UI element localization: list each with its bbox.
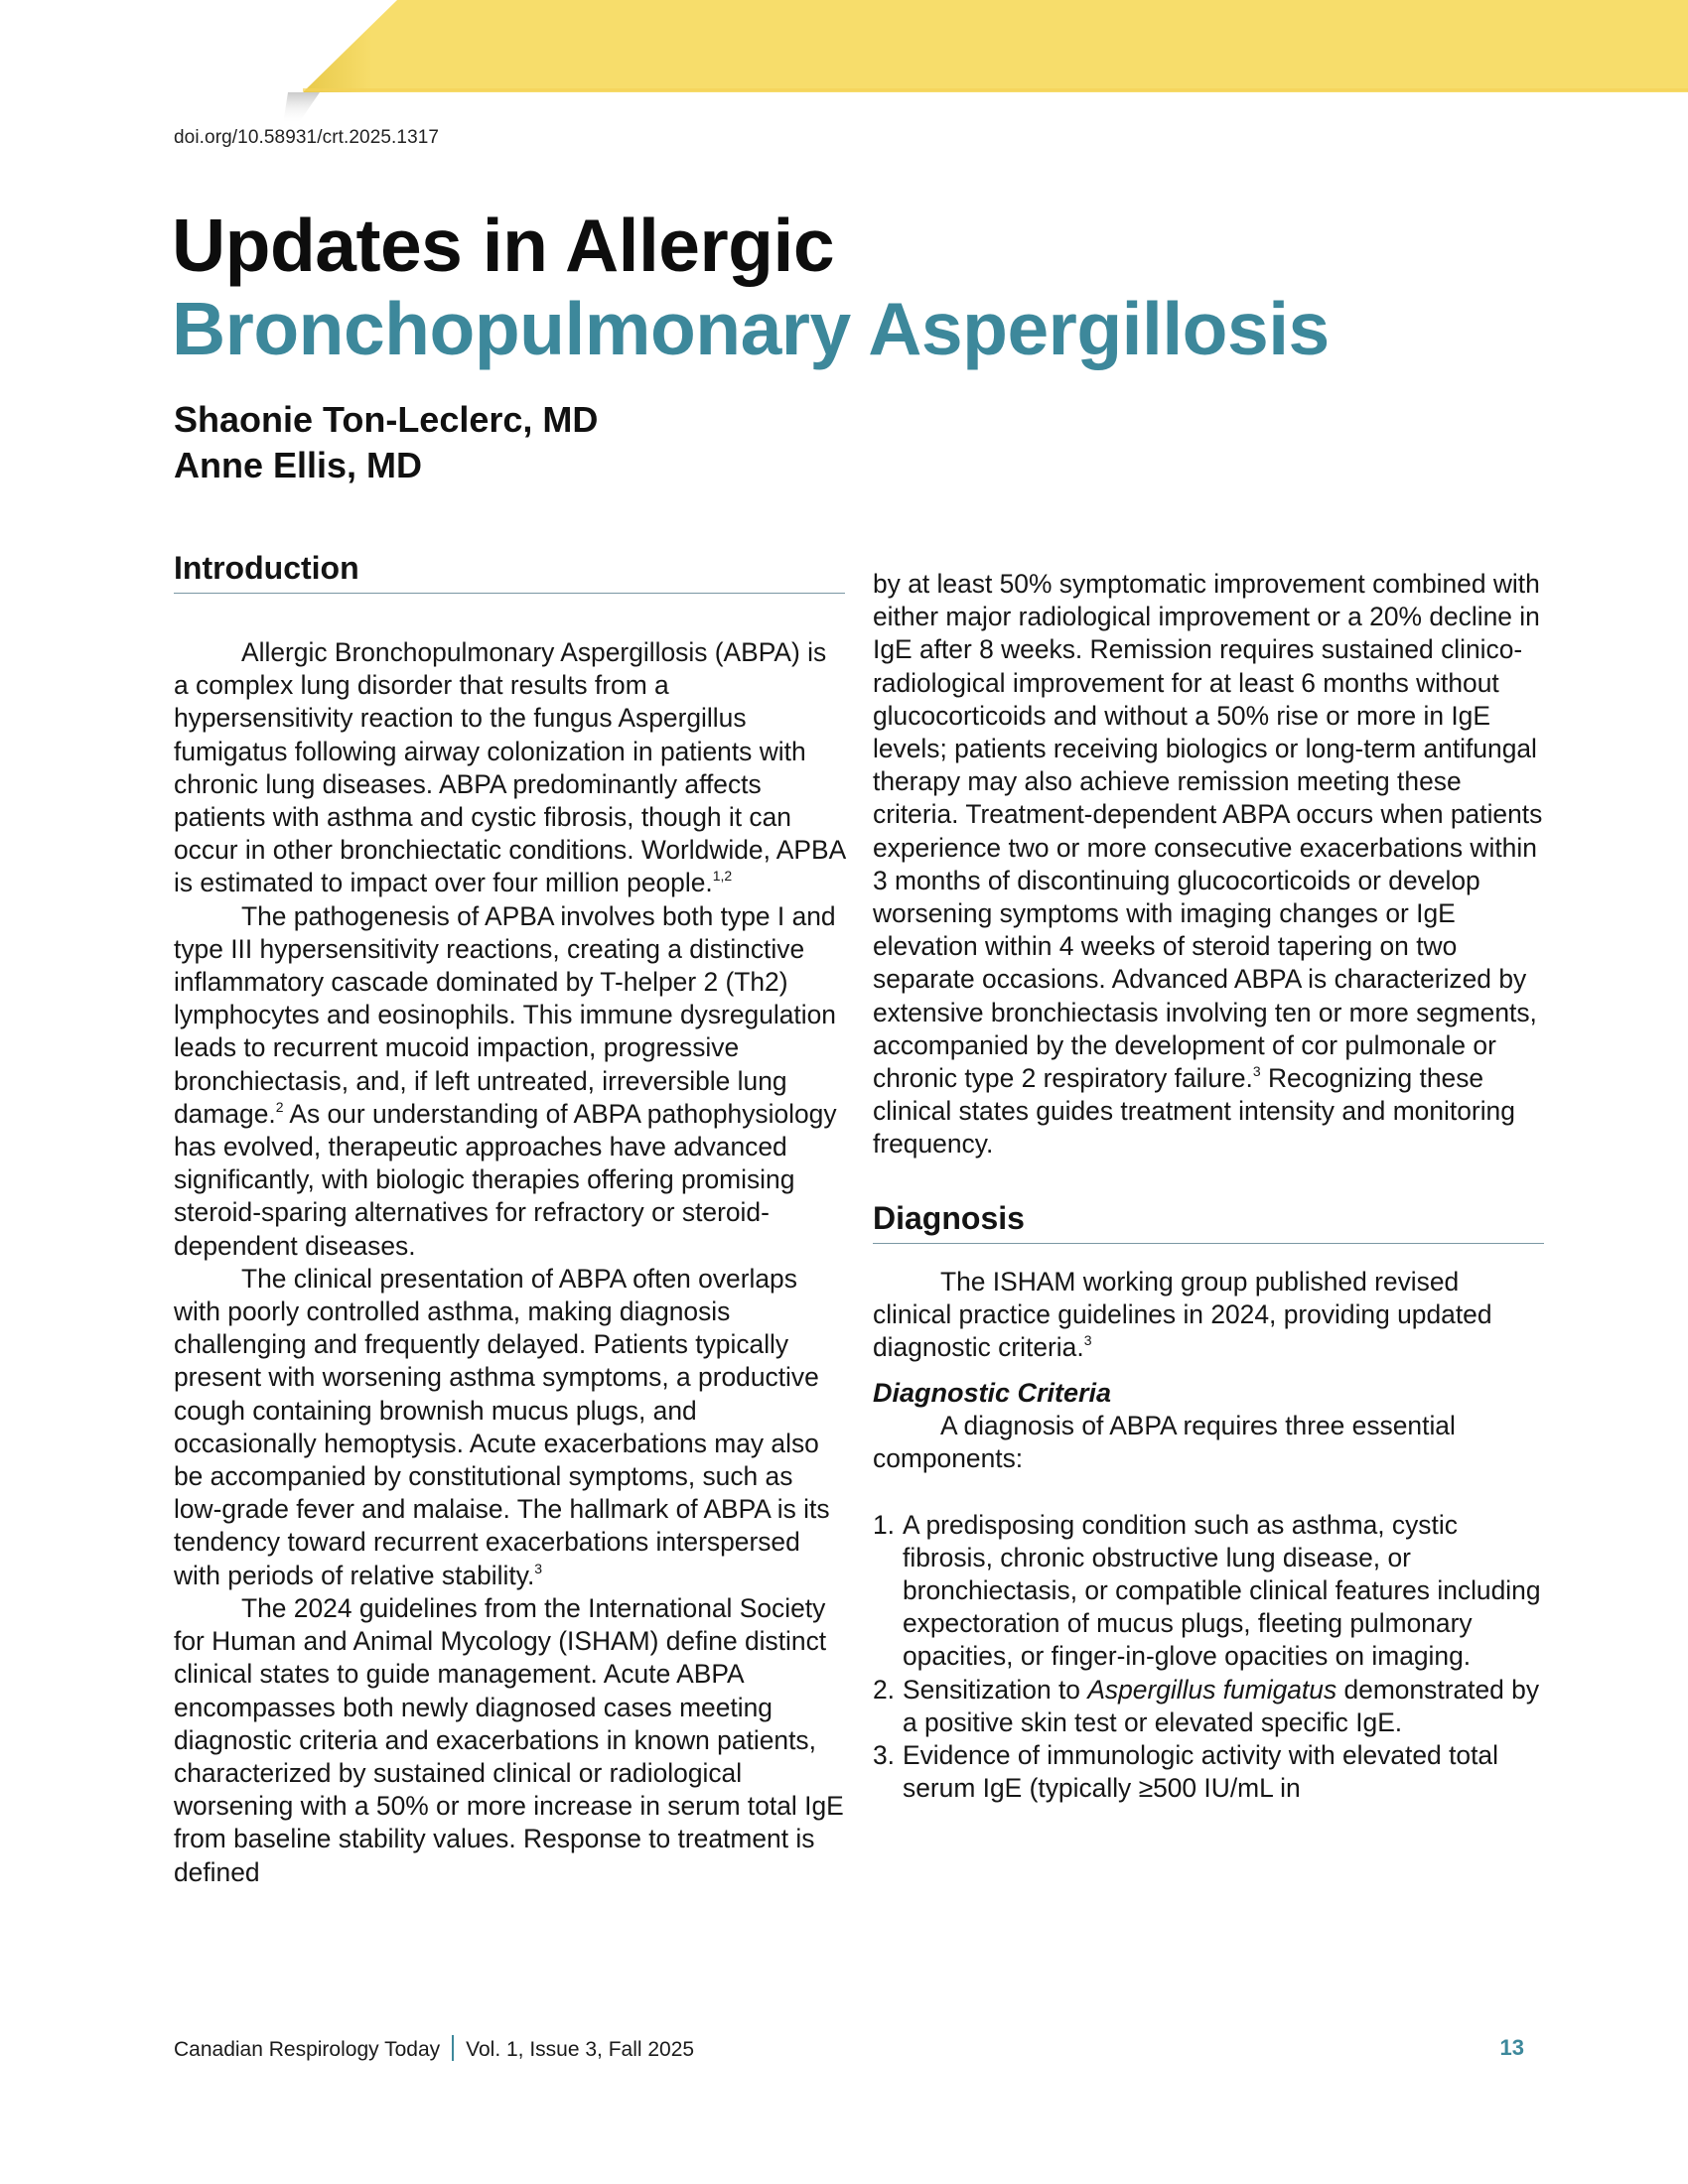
title-line-1: Updates in Allergic [172,204,835,287]
title-line-2: Bronchopulmonary Aspergillosis [172,287,1330,370]
citation[interactable]: 3 [1252,1063,1261,1080]
right-column [873,568,1544,1806]
list-number: 2. [873,1674,896,1705]
paragraph [174,900,845,1263]
paragraph-text: As our understanding of ABPA pathophysiology has evolved, therapeutic approaches have advanced significantly, with biologic therapies offering promising steroid-sparing alternatives for refractory or steroid-dependent diseases. [174,1098,837,1261]
issue-info: Vol. 1, Issue 3, Fall 2025 [466,2038,695,2061]
paragraph-text: by at least 50% symptomatic improvement combined with either major radiological improvement or a 20% decline in IgE after 8 weeks. Remission requires sustained clinico-radiological improvement for at least 6 months without glucocorticoids and without a 50% rise or more in IgE levels; patients receiving biologics or long-term antifungal therapy may also achieve remission meeting these criteria. Treatment-dependent ABPA occurs when patients experience two or more consecutive exacerbations within 3 months of discontinuing glucocorticoids or develop worsening symptoms with imaging changes or IgE elevation within 4 weeks of steroid tapering on two separate occasions. Advanced ABPA is characterized by extensive bronchiectasis involving ten or more segments, accompanied by the development of cor pulmonale or chronic type 2 respiratory failure. [873,569,1543,1094]
criteria-text: Evidence of immunologic activity with elevated total serum IgE (typically ≥500 IU/mL in [903,1740,1498,1804]
author-name: Shaonie Ton-Leclerc, MD [174,399,599,440]
paragraph-text: The 2024 guidelines from the International Society for Human and Animal Mycology (ISHAM) define distinct clinical states to guide management. Acute ABPA encompasses both newly diagnosed cases meeting diagnostic criteria and exacerbations in known patients, characterized by sustained clinical or radiological worsening with a 50% or more increase in serum total IgE from baseline stability values. Response to treatment is defined [174,1592,844,1887]
author-list [174,397,598,488]
paragraph [873,1410,1544,1475]
paragraph [174,1263,845,1592]
article-title [172,204,1330,370]
citation[interactable]: 3 [534,1560,543,1576]
paragraph [174,636,845,900]
criteria-text: Sensitization to [903,1674,1088,1705]
criteria-item [873,1509,1544,1674]
subheading-diagnostic-criteria: Diagnostic Criteria [873,1378,1112,1409]
paragraph-text: A diagnosis of ABPA requires three essential components: [873,1411,1456,1474]
paragraph-text: The pathogenesis of APBA involves both type I and type III hypersensitivity reactions, creating a distinctive inflammatory cascade dominated by T-helper 2 (Th2) lymphocytes and eosinophils. This immune dysregulation leads to recurrent mucoid impaction, progressive bronchiectasis, and, if left untreated, irreversible lung damage. [174,900,836,1129]
journal-name: Canadian Respirology Today [174,2038,441,2061]
left-column [174,549,845,1889]
author-name: Anne Ellis, MD [174,445,423,485]
page-footer [174,2035,1524,2062]
paragraph-text: Recognizing these clinical states guides treatment intensity and monitoring frequency. [873,1063,1515,1160]
citation[interactable]: 3 [1083,1332,1092,1349]
citation[interactable]: 1,2 [712,868,733,885]
page-number: 13 [1499,2035,1524,2060]
list-number: 1. [873,1509,896,1540]
header-banner [0,0,1688,129]
doi-link[interactable]: doi.org/10.58931/crt.2025.1317 [174,127,440,148]
paragraph-text: Allergic Bronchopulmonary Aspergillosis (ABPA) is a complex lung disorder that results from a hypersensitivity reaction to the fungus Aspergillus fumigatus following airway colonization in patients with chronic lung diseases. ABPA predominantly affects patients with asthma and cystic fibrosis, though it can occur in other bronchiectatic conditions. Worldwide, APBA is estimated to impact over four million people. [174,637,845,898]
criteria-text: demonstrated by a positive skin test or elevated specific IgE. [903,1674,1540,1737]
citation[interactable]: 2 [275,1098,284,1115]
criteria-list [873,1509,1544,1806]
paragraph-continued [873,568,1544,1161]
section-heading-introduction: Introduction [174,549,845,594]
criteria-item [873,1674,1544,1739]
section-heading-diagnosis: Diagnosis [873,1199,1544,1244]
banner-shape [0,0,1688,129]
paragraph-text: The clinical presentation of ABPA often overlaps with poorly controlled asthma, making diagnosis challenging and frequently delayed. Patients typically present with worsening asthma symptoms, a productive cough containing brownish mucus plugs, and occasionally hemoptysis. Acute exacerbations may also be accompanied by constitutional symptoms, such as low-grade fever and malaise. The hallmark of ABPA is its tendency toward recurrent exacerbations interspersed with periods of relative stability. [174,1263,830,1590]
paragraph [174,1592,845,1889]
species-name: Aspergillus fumigatus [1087,1674,1337,1705]
paragraph-text: The ISHAM working group published revised clinical practice guidelines in 2024, providing updated diagnostic criteria. [873,1266,1492,1363]
criteria-text: A predisposing condition such as asthma, cystic fibrosis, chronic obstructive lung disease, or bronchiectasis, or compatible clinical features including expectoration of mucus plugs, fleeting pulmonary opacities, or finger-in-glove opacities on imaging. [903,1509,1541,1672]
footer-divider [452,2035,454,2061]
list-number: 3. [873,1740,896,1771]
criteria-item [873,1739,1544,1805]
paragraph [873,1266,1544,1365]
